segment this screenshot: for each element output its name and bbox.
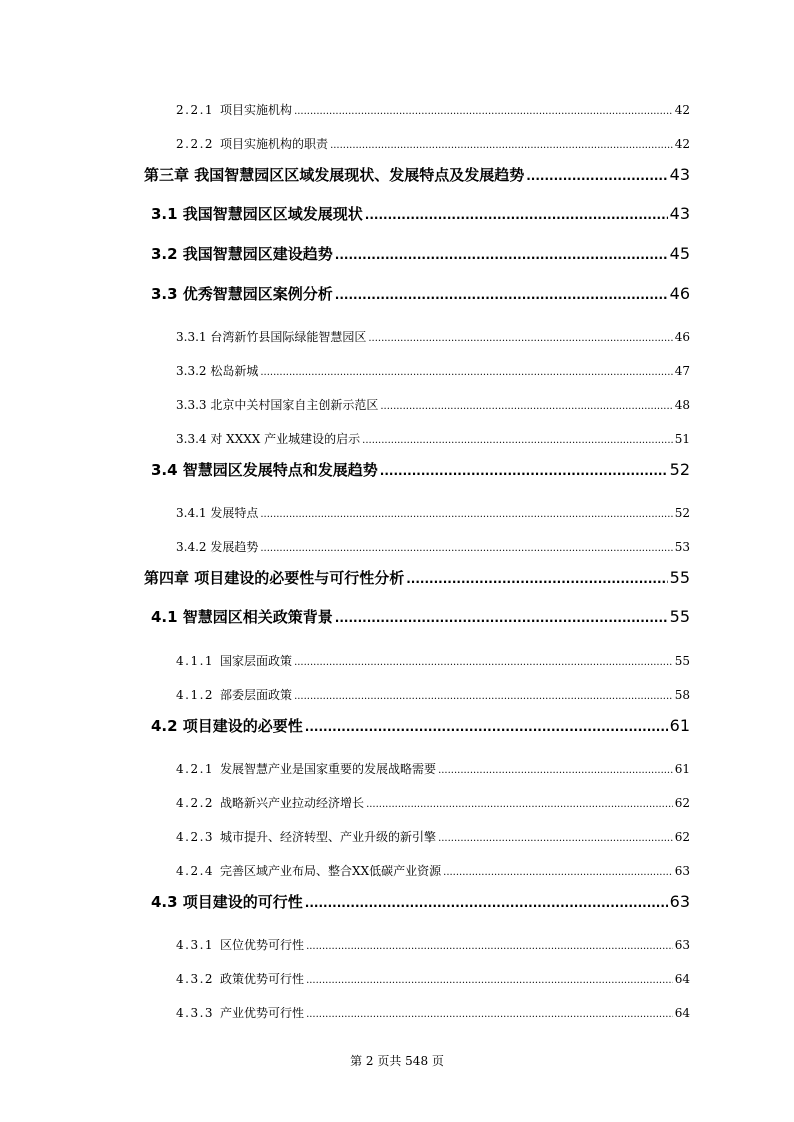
toc-entry-text: 政策优势可行性 (220, 972, 305, 986)
toc-section-entry[interactable] (151, 715, 690, 736)
toc-entry-page: 58 (674, 688, 690, 702)
toc-entry-title (176, 936, 304, 953)
toc-entry-page: 62 (674, 796, 690, 810)
page-footer: 第 2 页共 548 页 (350, 1054, 444, 1068)
toc-entry-title (176, 970, 304, 987)
dot-leader (380, 464, 668, 478)
toc-entry-title (176, 862, 441, 879)
toc-entry[interactable] (176, 328, 690, 345)
dot-leader (306, 975, 673, 986)
toc-entry-text: 项目实施机构 (220, 103, 293, 117)
dot-leader (306, 1009, 673, 1020)
toc-entry-page: 55 (674, 654, 690, 668)
toc-entry-title (176, 652, 292, 669)
dot-leader (362, 435, 673, 446)
toc-entry-title: 3.3.1 台湾新竹县国际绿能智慧园区 (176, 330, 367, 344)
toc-entry[interactable] (176, 760, 690, 777)
toc-entry-title: 3.4.2 发展趋势 (176, 540, 259, 554)
toc-entry-number: 2.2.1 (176, 103, 215, 117)
toc-entry-text: 完善区域产业布局、整合XX低碳产业资源 (220, 864, 442, 878)
toc-entry-page: 63 (674, 864, 690, 878)
toc-entry[interactable] (176, 362, 690, 379)
toc-entry[interactable] (176, 504, 690, 521)
toc-entry-page: 51 (674, 432, 690, 446)
dot-leader (260, 367, 672, 378)
toc-entry-title: 3.4 智慧园区发展特点和发展趋势 (151, 461, 378, 479)
toc-entry-text: 发展智慧产业是国家重要的发展战略需要 (220, 762, 437, 776)
toc-entry[interactable] (176, 794, 690, 811)
toc-entry-page: 43 (669, 165, 690, 184)
toc-entry[interactable] (176, 430, 690, 447)
toc-entry-title: 3.3.3 北京中关村国家自主创新示范区 (176, 398, 379, 412)
toc-entry-title: 3.2 我国智慧园区建设趋势 (151, 245, 333, 263)
dot-leader (306, 941, 673, 952)
toc-entry-text: 项目实施机构的职责 (220, 137, 329, 151)
toc-entry-number: 4.2.3 (176, 830, 215, 844)
dot-leader (438, 765, 673, 776)
toc-section-entry[interactable] (151, 459, 690, 480)
dot-leader (335, 288, 668, 302)
toc-entry[interactable] (176, 686, 690, 703)
toc-entry[interactable] (176, 936, 690, 953)
toc-entry-title (176, 101, 292, 118)
toc-entry[interactable] (176, 652, 690, 669)
dot-leader (368, 333, 672, 344)
dot-leader (380, 401, 672, 412)
toc-entry[interactable] (176, 135, 690, 152)
toc-entry-page: 62 (674, 830, 690, 844)
toc-entry-page: 63 (669, 892, 690, 911)
toc-entry-title (176, 135, 328, 152)
toc-section-entry[interactable] (151, 606, 690, 627)
toc-entry-page: 64 (674, 1006, 690, 1020)
toc-entry[interactable] (176, 970, 690, 987)
toc-entry[interactable] (176, 101, 690, 118)
toc-entry-page: 53 (674, 540, 690, 554)
toc-entry-page: 43 (669, 204, 690, 223)
toc-chapter-entry[interactable] (144, 567, 690, 588)
dot-leader (526, 169, 667, 183)
toc-entry-title: 第三章 我国智慧园区区域发展现状、发展特点及发展趋势 (144, 166, 525, 184)
toc-entry-number: 4.2.4 (176, 864, 215, 878)
toc-entry-text: 城市提升、经济转型、产业升级的新引擎 (220, 830, 437, 844)
toc-entry-text: 战略新兴产业拉动经济增长 (220, 796, 365, 810)
toc-entry-number: 4.3.2 (176, 972, 215, 986)
toc-entry[interactable] (176, 862, 690, 879)
toc-entry[interactable] (176, 396, 690, 413)
dot-leader (365, 208, 668, 222)
dot-leader (438, 833, 673, 844)
toc-entry-text: 区位优势可行性 (220, 938, 305, 952)
toc-section-entry[interactable] (151, 283, 690, 304)
toc-entry-number: 2.2.2 (176, 137, 215, 151)
toc-entry-page: 42 (674, 137, 690, 151)
toc-entry-title: 3.4.1 发展特点 (176, 506, 259, 520)
dot-leader (305, 720, 668, 734)
toc-entry-page: 52 (669, 460, 690, 479)
toc-entry-text: 国家层面政策 (220, 654, 293, 668)
toc-entry-title: 3.1 我国智慧园区区域发展现状 (151, 205, 363, 223)
toc-entry-number: 4.3.1 (176, 938, 215, 952)
toc-entry-title: 4.3 项目建设的可行性 (151, 893, 303, 911)
toc-section-entry[interactable] (151, 243, 690, 264)
dot-leader (335, 611, 668, 625)
toc-entry-title: 4.1 智慧园区相关政策背景 (151, 608, 333, 626)
dot-leader (260, 543, 672, 554)
toc-section-entry[interactable] (151, 203, 690, 224)
toc-entry-title: 3.3.2 松岛新城 (176, 364, 259, 378)
toc-entry-title (176, 760, 436, 777)
toc-entry-page: 45 (669, 244, 690, 263)
dot-leader (260, 509, 672, 520)
toc-entry-number: 4.3.3 (176, 1006, 215, 1020)
toc-entry-page: 48 (674, 398, 690, 412)
dot-leader (443, 867, 673, 878)
toc-entry-title (176, 686, 292, 703)
dot-leader (294, 691, 673, 702)
toc-entry-number: 4.1.2 (176, 688, 215, 702)
dot-leader (294, 657, 673, 668)
toc-entry-page: 64 (674, 972, 690, 986)
toc-entry-title: 3.3.4 对 XXXX 产业城建设的启示 (176, 432, 361, 446)
toc-entry[interactable] (176, 538, 690, 555)
dot-leader (406, 572, 667, 586)
toc-entry-page: 47 (674, 364, 690, 378)
toc-entry-title (176, 1004, 304, 1021)
toc-entry-title: 第四章 项目建设的必要性与可行性分析 (144, 569, 405, 587)
toc-entry-number: 4.1.1 (176, 654, 215, 668)
toc-entry-title: 4.2 项目建设的必要性 (151, 717, 303, 735)
toc-entry-title: 3.3 优秀智慧园区案例分析 (151, 285, 333, 303)
toc-entry[interactable] (176, 828, 690, 845)
dot-leader (305, 896, 668, 910)
toc-entry-page: 61 (674, 762, 690, 776)
toc-chapter-entry[interactable] (144, 164, 690, 185)
toc-entry-page: 55 (669, 607, 690, 626)
toc-entry-page: 61 (669, 716, 690, 735)
toc-entry-page: 52 (674, 506, 690, 520)
toc-entry-number: 4.2.2 (176, 796, 215, 810)
dot-leader (366, 799, 673, 810)
toc-entry-text: 部委层面政策 (220, 688, 293, 702)
toc-entry-text: 产业优势可行性 (220, 1006, 305, 1020)
toc-entry-page: 63 (674, 938, 690, 952)
dot-leader (330, 140, 673, 151)
dot-leader (294, 106, 673, 117)
toc-entry-page: 55 (669, 568, 690, 587)
dot-leader (335, 248, 668, 262)
toc-entry-page: 42 (674, 103, 690, 117)
toc-entry-title (176, 794, 364, 811)
toc-entry-page: 46 (674, 330, 690, 344)
toc-entry-title (176, 828, 436, 845)
toc-entry-page: 46 (669, 284, 690, 303)
toc-section-entry[interactable] (151, 891, 690, 912)
toc-entry-number: 4.2.1 (176, 762, 215, 776)
toc-entry[interactable] (176, 1004, 690, 1021)
